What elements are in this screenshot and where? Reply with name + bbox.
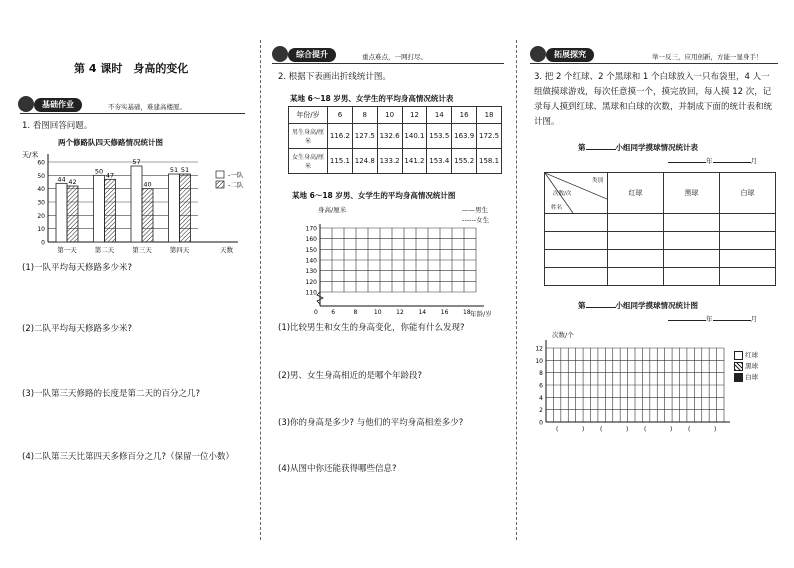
y-tick-label: 8	[539, 370, 543, 378]
table-row	[289, 124, 502, 149]
legend-girl: ------女生	[462, 216, 490, 224]
value-cell: 141.2	[402, 149, 427, 174]
sub-question-1: (1)比较男生和女生的身高变化，你能有什么发现?	[278, 323, 465, 333]
bar-value-label: 50	[94, 167, 104, 176]
bar-一队	[131, 166, 142, 242]
date-line	[668, 156, 757, 165]
bar-二队	[67, 186, 78, 242]
legend-item	[734, 350, 758, 361]
x-tick-label: )	[626, 426, 629, 433]
x-tick-label: (	[556, 426, 559, 433]
bar-二队	[142, 189, 153, 242]
sub-question-3: (3)一队第三天修路的长度是第二天的百分之几?	[22, 389, 201, 399]
x-tick-label: (	[600, 426, 603, 433]
corner-mid: 次数/次	[553, 191, 572, 197]
y-tick-label: 170	[305, 225, 317, 233]
height-table	[288, 106, 502, 174]
value-cell: 124.8	[352, 149, 377, 174]
value-cell: 116.2	[328, 124, 353, 149]
row-label: 女生身高/厘米	[289, 149, 328, 174]
x-tick-label: )	[714, 426, 717, 433]
bar-一队	[94, 175, 105, 242]
table-row	[545, 232, 776, 250]
bar-一队	[169, 174, 180, 242]
lesson-title: 第 4 课时 身高的变化	[74, 62, 189, 75]
banner-note: 举一反三，应用创新，方能一显身手！	[652, 53, 763, 61]
legend-boy: ——男生	[462, 206, 488, 214]
chart2-xlabel: 年龄/岁	[470, 310, 492, 318]
x-tick-label: 第二天	[94, 246, 115, 254]
x-tick-label: 14	[418, 309, 427, 316]
y-tick-label: 60	[37, 159, 45, 167]
x-tick-label: 10	[373, 309, 382, 316]
year-label: 年	[706, 157, 713, 165]
year-label: 年	[706, 315, 713, 323]
y-tick-label: 4	[539, 394, 543, 402]
legend-label: -一队	[228, 171, 244, 179]
bar-一队	[56, 183, 67, 242]
bar-二队	[105, 179, 116, 242]
y-tick-label: 12	[535, 345, 543, 353]
y-tick-label: 30	[37, 199, 45, 207]
y-tick-label: 50	[37, 172, 45, 180]
bar-value-label: 51	[180, 166, 190, 174]
x-tick-label: 第四天	[169, 246, 190, 254]
value-cell: 132.6	[377, 124, 402, 149]
mascot-icon	[272, 46, 288, 62]
bar-value-label: 40	[143, 180, 152, 189]
y-tick-label: 140	[305, 257, 317, 265]
title-suffix: 小组同学摸球情况统计表	[615, 143, 698, 152]
banner-note: 不夯实基础，难建高楼厦。	[108, 103, 186, 111]
y-tick-label: 2	[539, 407, 543, 415]
legend-black: 黑球	[745, 362, 759, 370]
sub-question-3: (3)你的身高是多少? 与他们的平均身高相差多少?	[278, 418, 464, 428]
x-tick-label: 8	[353, 309, 358, 316]
age-cell: 8	[352, 107, 377, 124]
table-row	[545, 268, 776, 286]
title-suffix: 小组同学摸球情况统计图	[615, 301, 698, 310]
row-label: 男生身高/厘米	[289, 124, 328, 149]
y-tick-label: 0	[41, 239, 45, 247]
section-banner-comprehensive: 综合提升	[288, 48, 336, 62]
column-header: 红球	[608, 173, 664, 214]
value-cell: 133.2	[377, 149, 402, 174]
legend-red: 红球	[745, 351, 759, 359]
corner-top: 类别	[591, 178, 603, 184]
value-cell: 127.5	[352, 124, 377, 149]
table-header-cell: 年份/岁	[289, 107, 328, 124]
mascot-icon	[530, 46, 546, 62]
bar-value-label: 51	[169, 166, 179, 174]
table3-title	[578, 142, 698, 153]
legend-white: 白球	[745, 373, 759, 381]
value-cell: 153.5	[427, 124, 452, 149]
legend-item	[734, 372, 758, 383]
age-cell: 14	[427, 107, 452, 124]
question-1: 1. 看图回答问题。	[22, 121, 93, 131]
column-header: 黑球	[664, 173, 720, 214]
table-row	[289, 149, 502, 174]
value-cell: 140.1	[402, 124, 427, 149]
chart1-title: 两个修路队四天修路情况统计图	[58, 138, 163, 147]
chart2-ylabel: 身高/厘米	[318, 206, 347, 214]
y-tick-label: 10	[535, 357, 543, 365]
x-tick-label: 16	[440, 309, 449, 316]
value-cell: 163.9	[452, 124, 477, 149]
bar-二队	[180, 174, 191, 242]
y-tick-label: 40	[37, 186, 45, 194]
month-label: 月	[750, 315, 757, 323]
age-cell: 6	[328, 107, 353, 124]
title-prefix: 第	[578, 301, 586, 310]
mascot-icon	[18, 96, 34, 112]
question-3: 3. 把 2 个红球、2 个黑球和 1 个白球放入一只布袋里，4 人一组做摸球游戏，每次任意摸一个，摸完放回，每人摸 12 次，记录每人摸到红球、黑球和白球的次数，并制成下面的统计表和统计图。	[534, 72, 773, 127]
sub-question-2: (2)男、女生身高相近的是哪个年龄段?	[278, 371, 423, 381]
height-line-chart	[298, 220, 508, 320]
sub-question-4: (4)二队第三天比第四天多修百分之几?（保留一位小数）	[22, 452, 235, 462]
title-prefix: 第	[578, 143, 586, 152]
x-tick-label: 第三天	[132, 246, 152, 254]
ball-table	[544, 172, 776, 286]
legend-swatch	[216, 181, 224, 188]
sub-question-1: (1)一队平均每天修路多少米?	[22, 263, 133, 273]
corner-bottom: 姓名	[551, 205, 563, 211]
bar-value-label: 47	[105, 171, 115, 180]
chart2-title: 某地 6～18 岁男、女学生的平均身高情况统计图	[292, 191, 456, 200]
y-tick-label: 0	[539, 419, 543, 427]
question-2: 2. 根据下表画出折线统计图。	[278, 72, 391, 82]
x-tick-label: 第一天	[57, 246, 77, 254]
age-cell: 12	[402, 107, 427, 124]
road-chart	[20, 147, 250, 262]
column-header: 白球	[720, 173, 776, 214]
age-cell: 18	[477, 107, 502, 124]
section-banner-basic: 基础作业	[34, 98, 82, 112]
y-tick-label: 120	[305, 278, 317, 286]
ball-bar-chart	[530, 338, 730, 438]
table2-title: 某地 6～18 岁男、女学生的平均身高情况统计表	[290, 94, 454, 103]
chart3-title	[578, 300, 698, 311]
table-row	[545, 214, 776, 232]
chart1-xlabel: 天数	[220, 246, 233, 254]
y-tick-label: 20	[37, 212, 45, 220]
value-cell: 115.1	[328, 149, 353, 174]
table-corner-cell	[545, 173, 608, 214]
table-row	[545, 250, 776, 268]
age-cell: 16	[452, 107, 477, 124]
x-tick-label: 12	[396, 309, 404, 316]
banner-note: 重点难点，一网打尽。	[362, 53, 427, 61]
value-cell: 155.2	[452, 149, 477, 174]
bar-value-label: 42	[68, 178, 77, 186]
column-divider	[260, 40, 261, 540]
y-tick-label: 150	[305, 246, 317, 254]
age-cell: 10	[377, 107, 402, 124]
legend-label: -二队	[228, 181, 244, 189]
value-cell: 172.5	[477, 124, 502, 149]
x-tick-label: )	[670, 426, 673, 433]
section-banner-extension: 拓展探究	[546, 48, 594, 62]
value-cell: 158.1	[477, 149, 502, 174]
chart3-legend	[734, 350, 758, 383]
y-tick-label: 130	[305, 268, 317, 276]
column-divider	[516, 40, 517, 540]
date-line	[668, 314, 757, 323]
value-cell: 153.4	[427, 149, 452, 174]
bar-value-label: 44	[57, 175, 66, 184]
y-tick-label: 110	[305, 289, 317, 297]
y-tick-label: 160	[305, 236, 317, 244]
x-tick-label: (	[688, 426, 691, 433]
x-tick-label: (	[644, 426, 647, 433]
sub-question-4: (4)从图中你还能获得哪些信息?	[278, 464, 397, 474]
month-label: 月	[750, 157, 757, 165]
y-tick-label: 10	[37, 226, 45, 234]
chart1-ylabel: 天/米	[22, 151, 39, 159]
y-tick-label: 6	[539, 382, 543, 390]
origin-label: 0	[314, 309, 318, 316]
bar-value-label: 57	[132, 158, 141, 166]
x-tick-label: )	[582, 426, 585, 433]
x-tick-label: 6	[331, 309, 336, 316]
legend-swatch	[216, 171, 224, 178]
legend-item	[734, 361, 758, 372]
x-tick-label: 18	[463, 309, 471, 316]
chart3-ylabel: 次数/个	[552, 331, 574, 339]
sub-question-2: (2)二队平均每天修路多少米?	[22, 324, 133, 334]
